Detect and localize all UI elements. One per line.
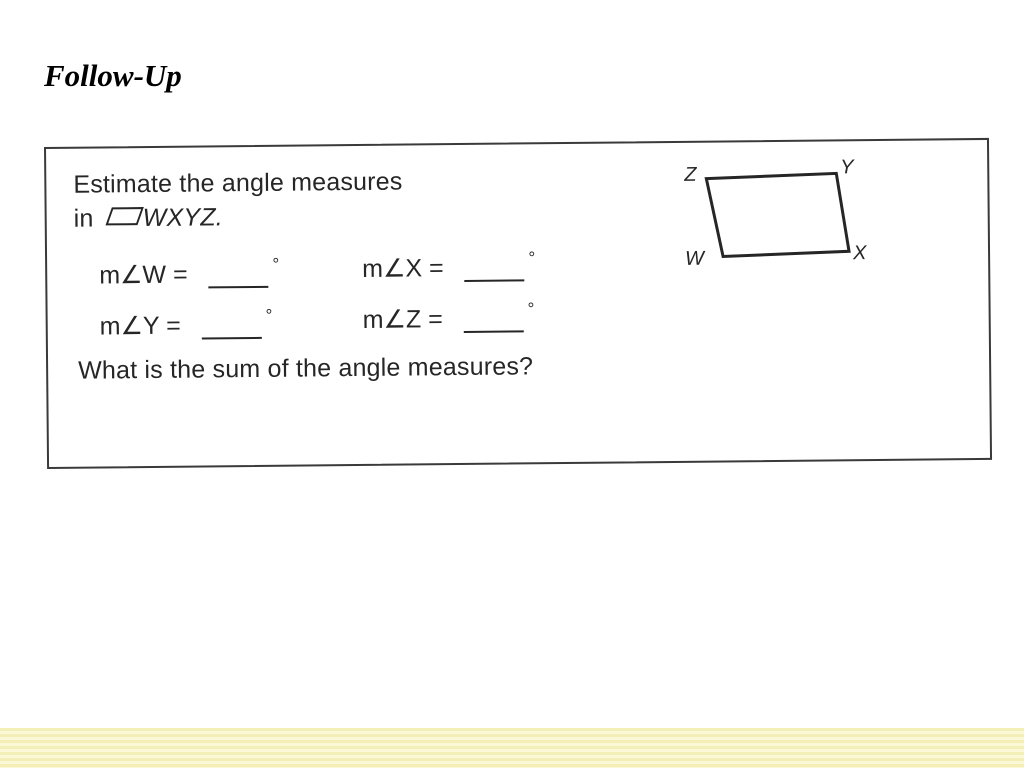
angle-y-label: m∠Y = <box>99 311 181 341</box>
prompt-in-word: in <box>73 204 94 233</box>
angle-w-label: m∠W = <box>99 260 188 290</box>
angle-w-row <box>99 255 279 291</box>
angle-y-blank[interactable] <box>202 336 262 340</box>
parallelogram-symbol-icon <box>105 207 143 225</box>
vertex-y-label: Y <box>840 156 854 179</box>
figure-name: WXYZ. <box>142 203 224 233</box>
angle-y-degree: ° <box>265 305 273 325</box>
vertex-z-label: Z <box>684 163 697 186</box>
angle-x-blank[interactable] <box>465 278 525 282</box>
footer-band <box>0 728 1024 768</box>
worksheet-box <box>44 138 992 469</box>
prompt-line-2 <box>74 203 223 233</box>
angle-y-row <box>100 306 273 342</box>
prompt-line-1: Estimate the angle measures <box>73 167 403 199</box>
vertex-w-label: W <box>684 247 705 270</box>
angle-x-degree: ° <box>528 248 536 268</box>
angle-z-row <box>362 299 534 335</box>
angle-w-blank[interactable] <box>209 285 269 289</box>
vertex-x-label: X <box>852 242 867 265</box>
angle-z-degree: ° <box>527 299 535 319</box>
angle-w-degree: ° <box>272 254 280 274</box>
parallelogram-diagram <box>676 151 907 273</box>
angle-x-label: m∠X = <box>362 254 444 283</box>
parallelogram-shape <box>706 173 849 256</box>
angle-x-row <box>362 248 536 284</box>
angle-z-label: m∠Z = <box>362 305 443 334</box>
angle-z-blank[interactable] <box>464 329 524 333</box>
sum-question: What is the sum of the angle measures? <box>78 352 534 385</box>
slide-title: Follow-Up <box>44 58 182 93</box>
